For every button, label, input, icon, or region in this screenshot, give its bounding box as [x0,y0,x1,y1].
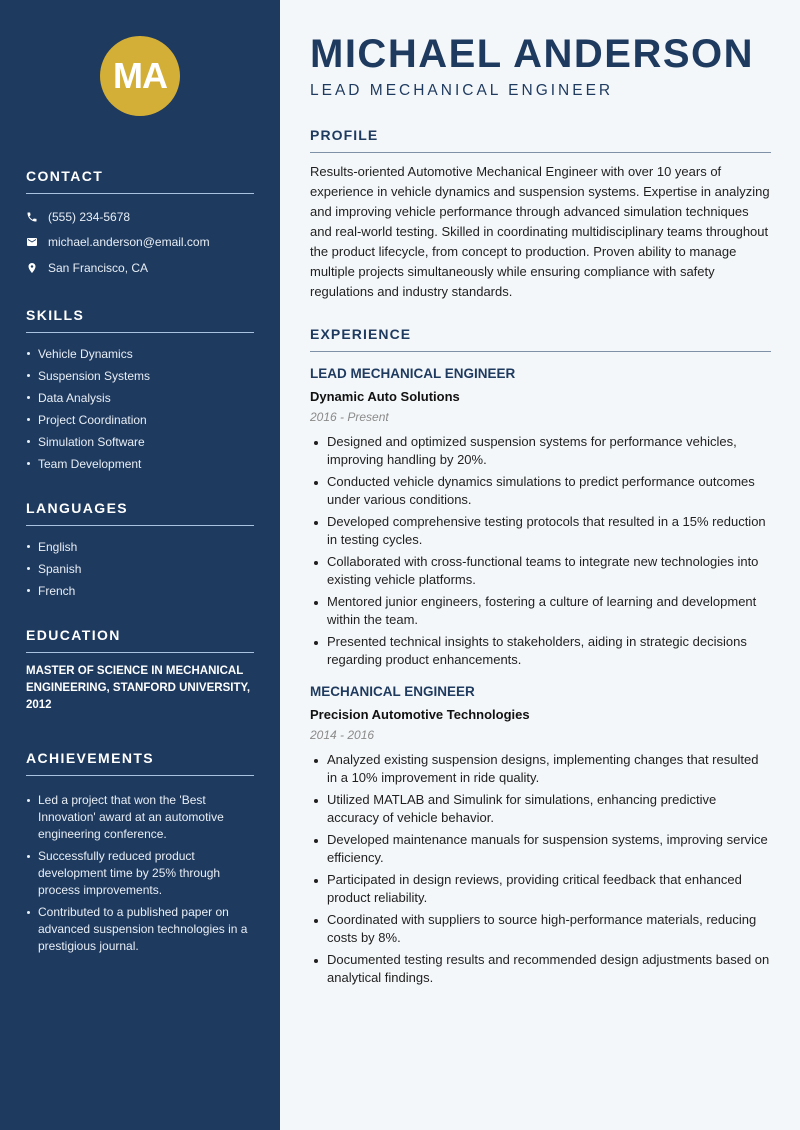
languages-list [26,536,254,602]
achievement-item: Contributed to a published paper on advanced suspension technologies in a prestigious journal. [26,904,254,955]
skill-item: Team Development [26,453,254,475]
contact-location [26,255,254,281]
profile-section [310,127,771,302]
languages-heading: LANGUAGES [26,500,254,526]
achievements-heading: ACHIEVEMENTS [26,750,254,776]
profile-heading: PROFILE [310,127,771,153]
location-pin-icon [26,262,48,274]
skill-item: Simulation Software [26,431,254,453]
job-dates: 2014 - 2016 [310,728,375,742]
skills-section [26,307,254,475]
experience-section [310,326,771,987]
skill-item: Vehicle Dynamics [26,343,254,365]
languages-section [26,500,254,602]
skill-item: Project Coordination [26,409,254,431]
job-bullet: Developed comprehensive testing protocols that resulted in a 15% reduction in testing cycles. [310,513,771,549]
contact-heading: CONTACT [26,168,254,194]
job-entry [310,683,771,987]
job-entry [310,365,771,669]
language-item: English [26,536,254,558]
job-bullet: Developed maintenance manuals for suspension systems, improving service efficiency. [310,831,771,867]
job-bullets [310,433,771,669]
job-bullet: Coordinated with suppliers to source high-performance materials, reducing costs by 8%. [310,911,771,947]
education-degree: MASTER OF SCIENCE IN MECHANICAL ENGINEERING, STANFORD UNIVERSITY, 2012 [26,664,251,711]
education-section [26,627,254,714]
profile-summary: Results-oriented Automotive Mechanical Engineer with over 10 years of experience in vehicle dynamics and suspension systems. Expertise in analyzing and improving vehicle performance through advanced simulation techniques and real-world testing. Skilled in coordinating multidisciplinary teams throughout the product lifecycle, from concept to production. Proven ability to manage multiple projects simultaneously while ensuring compliance with safety regulations and industry standards. [310,164,770,299]
contact-location-text: San Francisco, CA [48,260,149,275]
achievement-item: Led a project that won the 'Best Innovation' award at an automotive engineering conference. [26,792,254,843]
main-content [310,0,771,991]
job-company: Dynamic Auto Solutions [310,389,460,404]
job-bullet: Participated in design reviews, providing critical feedback that enhanced product reliability. [310,871,771,907]
language-item: French [26,580,254,602]
job-bullet: Analyzed existing suspension designs, implementing changes that resulted in a 10% improvement in ride quality. [310,751,771,787]
contact-email-text[interactable]: michael.anderson@email.com [48,235,210,250]
education-heading: EDUCATION [26,627,254,653]
candidate-title: LEAD MECHANICAL ENGINEER [310,82,614,99]
contact-email [26,230,254,256]
contact-list [26,204,254,281]
achievements-section [26,750,254,955]
experience-heading: EXPERIENCE [310,326,771,352]
job-title: MECHANICAL ENGINEER [310,684,475,699]
job-title: LEAD MECHANICAL ENGINEER [310,366,516,381]
achievement-item: Successfully reduced product development time by 25% through process improvements. [26,848,254,899]
sidebar [0,0,280,1130]
job-company: Precision Automotive Technologies [310,707,530,722]
skill-item: Data Analysis [26,387,254,409]
contact-section [26,168,254,281]
achievements-list [26,792,254,955]
language-item: Spanish [26,558,254,580]
job-dates: 2016 - Present [310,410,389,424]
job-bullet: Conducted vehicle dynamics simulations to predict performance outcomes under various conditions. [310,473,771,509]
job-bullets [310,751,771,987]
job-bullet: Designed and optimized suspension systems for performance vehicles, improving handling by 20%. [310,433,771,469]
job-bullet: Presented technical insights to stakeholders, aiding in strategic decisions regarding product enhancements. [310,633,771,669]
job-bullet: Mentored junior engineers, fostering a culture of learning and development within the team. [310,593,771,629]
contact-phone [26,204,254,230]
email-icon [26,236,48,248]
skills-heading: SKILLS [26,307,254,333]
job-bullet: Documented testing results and recommended design adjustments based on analytical findings. [310,951,771,987]
job-bullet: Utilized MATLAB and Simulink for simulations, enhancing predictive accuracy of vehicle behavior. [310,791,771,827]
avatar-initials: MA [113,55,167,96]
contact-phone-text[interactable]: (555) 234-5678 [48,209,131,224]
job-bullet: Collaborated with cross-functional teams to integrate new technologies into existing vehicle platforms. [310,553,771,589]
skills-list [26,343,254,475]
skill-item: Suspension Systems [26,365,254,387]
candidate-name: MICHAEL ANDERSON [310,32,755,76]
phone-icon [26,211,48,223]
avatar [100,36,180,116]
